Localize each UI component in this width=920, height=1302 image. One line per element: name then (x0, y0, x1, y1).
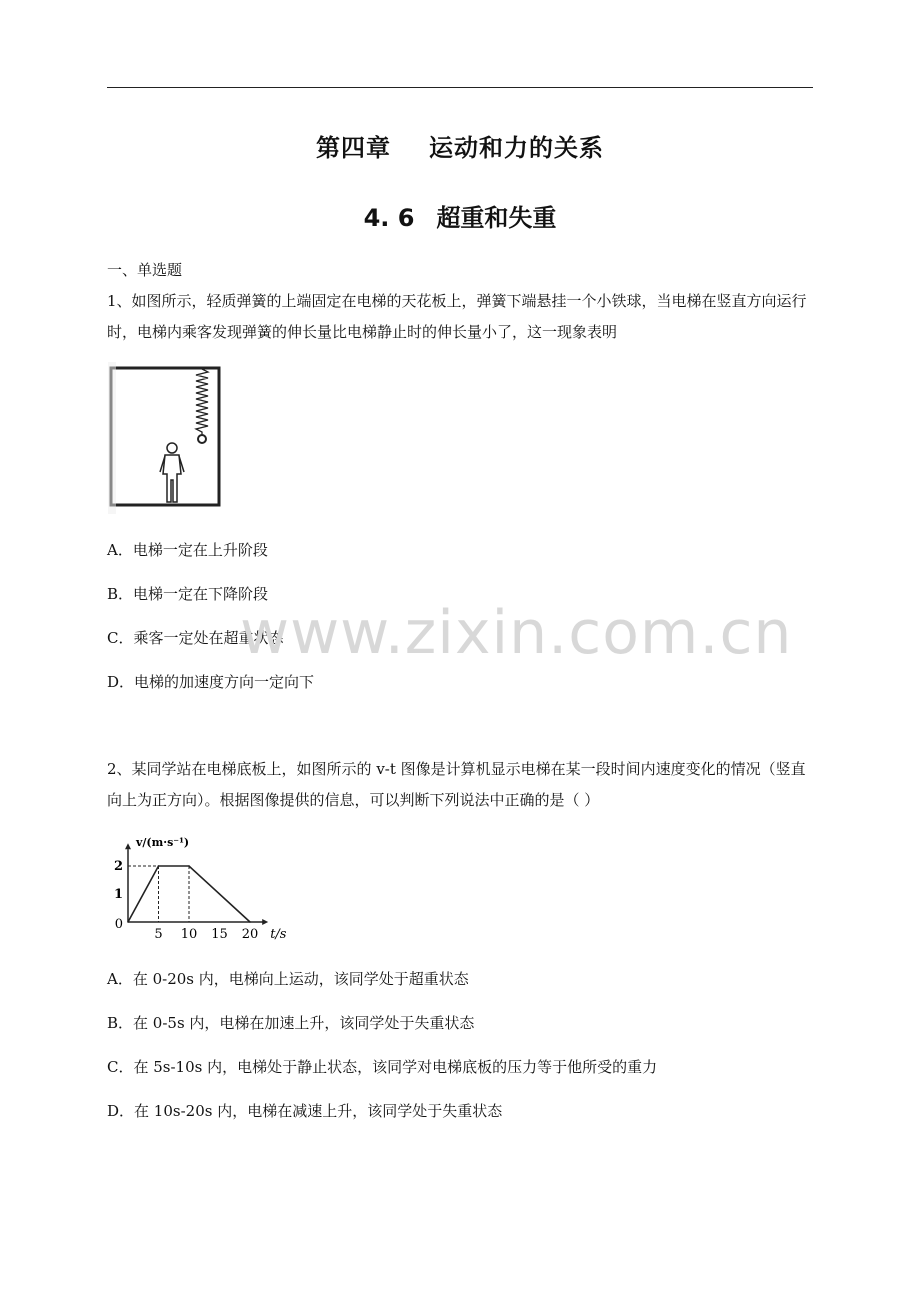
x-axis-arrow (262, 919, 268, 925)
y-tick-label: 1 (113, 887, 123, 902)
passenger-figure (160, 443, 184, 502)
q1-option-d[interactable]: D．电梯的加速度方向一定向下 (107, 673, 315, 691)
question-2-stem: 2、某同学站在电梯底板上，如图所示的 v-t 图像是计算机显示电梯在某一段时间内速度变化的情况（竖直向上为正方向）。根据图像提供的信息，可以判断下列说法中正确的是（ ） (107, 760, 806, 809)
question-type-label: 一、单选题 (107, 261, 183, 279)
header-rule (107, 87, 813, 88)
section-number: 4. 6 (363, 204, 415, 232)
q2-option-b[interactable]: B．在 0-5s 内，电梯在加速上升，该同学处于失重状态 (107, 1014, 475, 1032)
x-tick-label: 10 (180, 927, 198, 942)
q2-option-d[interactable]: D．在 10s-20s 内，电梯在减速上升，该同学处于失重状态 (107, 1102, 503, 1120)
q1-option-a[interactable]: A．电梯一定在上升阶段 (107, 541, 268, 559)
q2-option-c[interactable]: C．在 5s-10s 内，电梯处于静止状态，该同学对电梯底板的压力等于他所受的重力 (107, 1058, 658, 1076)
y-axis-label: v/(m·s⁻¹) (136, 836, 190, 849)
elevator-figure (108, 362, 234, 518)
question-1-stem: 1、如图所示，轻质弹簧的上端固定在电梯的天花板上，弹簧下端悬挂一个小铁球，当电梯在竖直方向运行时，电梯内乘客发现弹簧的伸长量比电梯静止时的伸长量小了，这一现象表明 (107, 292, 807, 341)
x-axis-label: t/s (270, 927, 287, 942)
x-tick-label: 15 (211, 927, 228, 942)
chapter-name: 运动和力的关系 (429, 134, 604, 162)
spring (196, 369, 208, 435)
x-tick-label: 20 (241, 927, 259, 942)
vt-point (158, 865, 160, 867)
y-tick-label: 2 (113, 859, 123, 874)
q1-option-c[interactable]: C．乘客一定处在超重状态 (107, 629, 284, 647)
elevator-spring-illustration (108, 362, 234, 514)
q2-option-a[interactable]: A．在 0-20s 内，电梯向上运动，该同学处于超重状态 (107, 970, 469, 988)
section-title (0, 198, 920, 233)
vt-point (188, 865, 190, 867)
iron-ball (198, 435, 206, 443)
chapter-number: 第四章 (316, 134, 391, 162)
q1-option-b[interactable]: B．电梯一定在下降阶段 (107, 585, 269, 603)
y-axis-arrow (125, 843, 131, 849)
origin-label: 0 (114, 917, 123, 932)
vt-point (249, 921, 251, 923)
section-name: 超重和失重 (436, 204, 557, 232)
vt-graph-svg (108, 834, 298, 944)
chapter-title (0, 128, 920, 163)
vt-point (127, 921, 129, 923)
watermark: www.zixin.com.cn (240, 598, 793, 668)
x-tick-label: 5 (154, 927, 163, 942)
vt-graph (108, 834, 298, 948)
